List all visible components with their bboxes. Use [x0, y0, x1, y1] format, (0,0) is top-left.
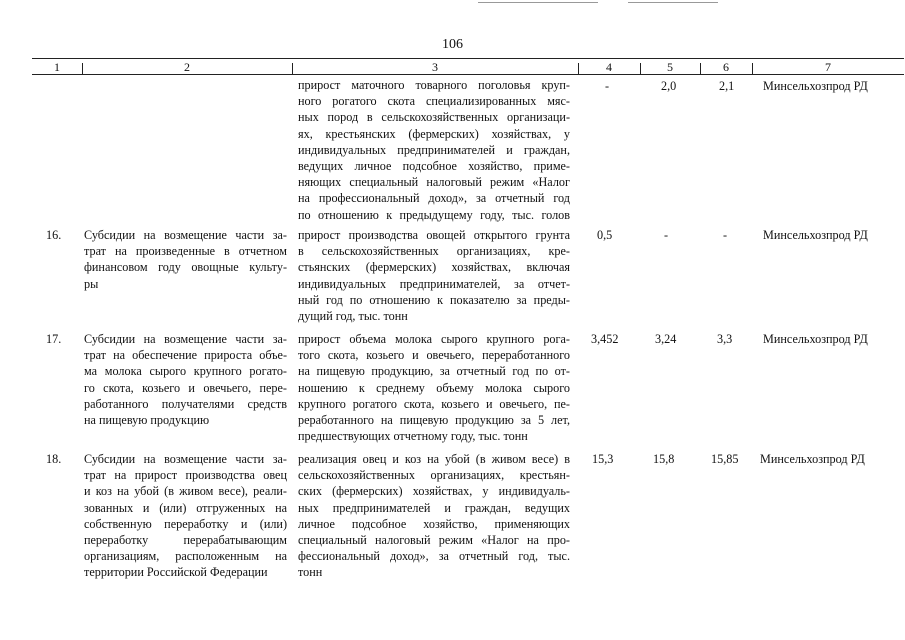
name-line: Субсидии на возмещение части за-	[84, 228, 287, 242]
value-col6: 15,85	[711, 452, 739, 466]
name-line: собственную переработку и (или)	[84, 516, 287, 531]
column-header-5: 5	[667, 60, 673, 74]
name-line: трат на прирост производства овец	[84, 468, 287, 483]
name-line: на пищевую продукцию	[84, 413, 210, 428]
name-line: трат на обеспечение прироста объе-	[84, 348, 287, 363]
ministry: Минсельхозпрод РД	[763, 228, 868, 242]
value-col5: 15,8	[653, 452, 675, 466]
indicator-line: в сельскохозяйственных организациях, кре-	[298, 244, 570, 259]
name-line: финансовом году овощные культу-	[84, 260, 287, 275]
column-header-4: 4	[606, 60, 612, 74]
page-number: 106	[442, 37, 463, 52]
scan-mark-left	[478, 2, 598, 3]
indicator-line: ного рогатого скота специализированных мяс-	[298, 94, 570, 109]
name-line: ма молока сырого крупного рогато-	[84, 364, 287, 379]
value-col6: 3,3	[717, 332, 733, 346]
subsidy-name	[84, 227, 287, 292]
indicator-text	[298, 227, 570, 324]
indicator-line: ный год по отношению к показателю за преды-	[298, 292, 570, 307]
indicator-line: на профессиональный доход», за отчетный год	[298, 191, 570, 206]
indicator-line: по отношению к предыдущему году, тыс. голов	[298, 207, 570, 222]
indicator-line: прирост маточного товарного поголовья круп-	[298, 78, 570, 92]
indicator-line: того скота, козьего и овечьего, переработанного	[298, 348, 570, 363]
indicator-line: предшествующих отчетному году, тыс. тонн	[298, 429, 528, 444]
value-col6: 2,1	[719, 79, 735, 93]
value-col4: 0,5	[597, 228, 613, 242]
name-line: зованных и (или) отгруженных на	[84, 500, 287, 515]
name-line: Субсидии на возмещение части за-	[84, 332, 287, 346]
indicator-line: тонн	[298, 565, 323, 580]
indicator-line: ношению к среднему объему молока сырого	[298, 380, 570, 395]
row-number: 16.	[46, 228, 62, 242]
indicator-line: няющих специальный налоговый режим «Налог	[298, 175, 570, 190]
value-col5: 2,0	[661, 79, 677, 93]
indicator-text	[298, 451, 570, 581]
column-header-6: 6	[723, 60, 729, 74]
name-line: трат на произведенные в отчетном	[84, 244, 287, 259]
name-line: Субсидии на возмещение части за-	[84, 452, 287, 466]
name-line: ры	[84, 276, 99, 291]
subsidy-name	[84, 331, 287, 428]
value-col6: -	[723, 228, 728, 242]
indicator-line: индивидуальных предпринимателей, за отчет-	[298, 276, 570, 291]
indicator-line: сельскохозяйственных организациях, крестьян-	[298, 468, 570, 483]
indicator-line: прирост производства овощей открытого грунта	[298, 228, 570, 242]
indicator-line: фессиональный доход», за отчетный год, тыс.	[298, 549, 570, 564]
header-top-border	[32, 58, 904, 59]
indicator-line: стьянских (фермерских) хозяйствах, включая	[298, 260, 570, 275]
name-line: работанного получателями средств	[84, 396, 287, 411]
row-number: 18.	[46, 452, 62, 466]
name-line: организациям, расположенным на	[84, 549, 287, 564]
table-row-continuation-indicator	[298, 77, 570, 223]
indicator-line: дущий год, тыс. тонн	[298, 309, 408, 324]
name-line: го скота, козьего и овечьего, пере-	[84, 380, 287, 395]
indicator-line: на пищевую продукцию, за отчетный год по от-	[298, 364, 570, 379]
value-col5: 3,24	[655, 332, 677, 346]
indicator-line: реализация овец и коз на убой (в живом весе) в	[298, 452, 570, 466]
indicator-line: прирост объема молока сырого крупного рога-	[298, 332, 570, 346]
name-line: территории Российской Федерации	[84, 565, 268, 580]
indicator-line: ских (фермерских) хозяйствах, у индивидуаль-	[298, 484, 570, 499]
indicator-line: ведущих личное подсобное хозяйство, приме-	[298, 159, 570, 174]
indicator-line: реработанного на пищевую продукцию за 5 лет,	[298, 413, 570, 428]
indicator-line: ных предпринимателей и граждан, ведущих	[298, 500, 570, 515]
ministry: Минсельхозпрод РД	[763, 79, 868, 93]
column-header-7: 7	[825, 60, 831, 74]
row-number: 17.	[46, 332, 62, 346]
subsidy-name	[84, 451, 287, 581]
ministry: Минсельхозпрод РД	[763, 332, 868, 346]
column-header-3: 3	[432, 60, 438, 74]
value-col4: 3,452	[591, 332, 619, 346]
indicator-line: специальный налоговый режим «Налог на про-	[298, 533, 570, 548]
column-header-1: 1	[54, 60, 60, 74]
indicator-line: крупного рогатого скота, козьего и овечьего, пе-	[298, 396, 570, 411]
value-col4: 15,3	[592, 452, 614, 466]
value-col5: -	[664, 228, 669, 242]
indicator-line: ях, крестьянских (фермерских) хозяйствах, у	[298, 126, 570, 141]
column-header-2: 2	[184, 60, 190, 74]
scan-mark-right	[628, 2, 718, 3]
indicator-text	[298, 331, 570, 444]
value-col4: -	[605, 79, 610, 93]
name-line: переработку перерабатывающим	[84, 533, 287, 548]
name-line: и коз на убой (в живом весе), реали-	[84, 484, 287, 499]
indicator-line: ных пород в сельскохозяйственных организаци-	[298, 110, 570, 125]
indicator-line: личное подсобное хозяйство, применяющих	[298, 516, 570, 531]
ministry: Минсельхозпрод РД	[760, 452, 865, 466]
indicator-line: индивидуальных предпринимателей и граждан,	[298, 142, 570, 157]
